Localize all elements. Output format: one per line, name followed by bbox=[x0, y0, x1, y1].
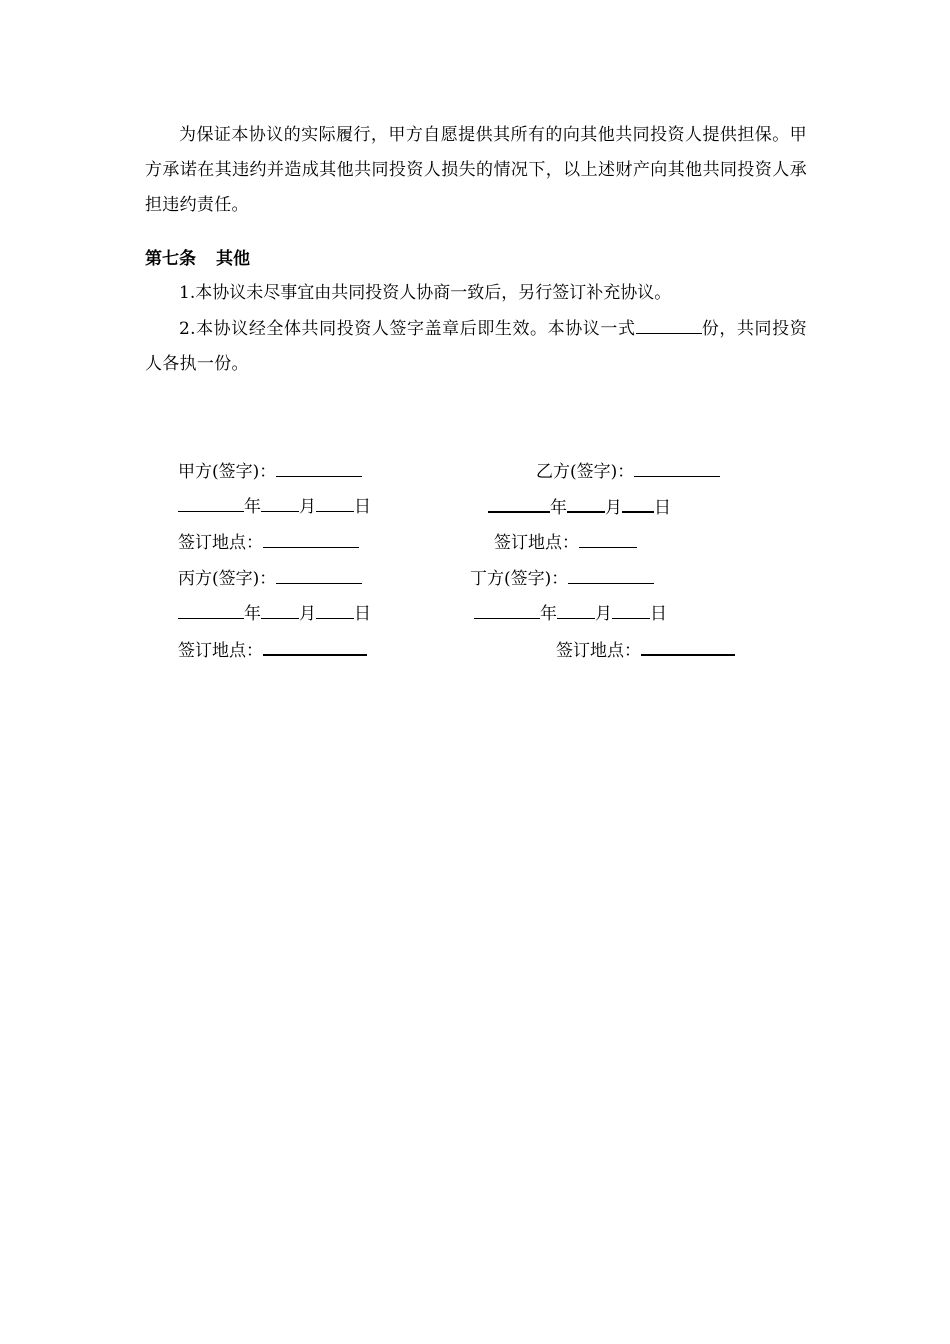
party-b-month-label: 月 bbox=[605, 498, 622, 518]
party-b-signature-blank bbox=[634, 459, 720, 477]
party-d-place-label: 签订地点： bbox=[556, 641, 641, 661]
party-a-signature-line bbox=[178, 459, 362, 484]
party-c-label: 丙方(签字)： bbox=[178, 569, 277, 589]
article-7-title: 其他 bbox=[216, 249, 250, 269]
party-c-month-label: 月 bbox=[299, 604, 316, 624]
party-b-place-line bbox=[494, 530, 637, 555]
party-b-month-blank bbox=[567, 494, 605, 513]
party-a-day-blank bbox=[316, 494, 354, 512]
party-b-day-label: 日 bbox=[654, 498, 671, 518]
party-b-year-label: 年 bbox=[550, 498, 567, 518]
article-7-item-1: 1.本协议未尽事宜由共同投资人协商一致后，另行签订补充协议。 bbox=[179, 283, 672, 303]
party-d-place-line bbox=[556, 637, 735, 663]
party-d-signature-line bbox=[470, 566, 654, 591]
party-a-signature-blank bbox=[276, 459, 362, 477]
party-b-label: 乙方(签字)： bbox=[536, 462, 635, 482]
party-a-label: 甲方(签字)： bbox=[178, 462, 277, 482]
party-a-date-line bbox=[178, 494, 371, 519]
party-d-date-line bbox=[474, 601, 667, 626]
article-7-heading bbox=[145, 244, 250, 274]
party-c-date-line bbox=[178, 601, 371, 626]
party-a-month-blank bbox=[261, 494, 299, 512]
article-7-item-2 bbox=[145, 312, 807, 382]
party-d-signature-blank bbox=[568, 566, 654, 584]
party-c-signature-line bbox=[178, 566, 362, 591]
party-c-place-blank bbox=[263, 637, 367, 656]
party-c-year-blank bbox=[178, 601, 244, 619]
party-b-year-blank bbox=[488, 494, 550, 513]
item-2-text-before: 2.本协议经全体共同投资人签字盖章后即生效。本协议一式 bbox=[179, 319, 636, 339]
party-b-place-label: 签订地点： bbox=[494, 533, 579, 553]
party-d-label: 丁方(签字)： bbox=[470, 569, 569, 589]
party-a-year-blank bbox=[178, 494, 244, 512]
party-d-place-blank bbox=[641, 637, 735, 656]
party-a-place-line bbox=[178, 530, 359, 555]
party-b-date-line bbox=[488, 494, 671, 520]
copies-blank bbox=[636, 316, 702, 334]
party-d-month-blank bbox=[557, 601, 595, 619]
party-a-place-blank bbox=[263, 530, 359, 548]
party-c-signature-blank bbox=[276, 566, 362, 584]
party-d-year-blank bbox=[474, 601, 540, 619]
party-c-month-blank bbox=[261, 601, 299, 619]
party-c-day-label: 日 bbox=[354, 604, 371, 624]
party-d-year-label: 年 bbox=[540, 604, 557, 624]
party-a-place-label: 签订地点： bbox=[178, 533, 263, 553]
party-d-month-label: 月 bbox=[595, 604, 612, 624]
party-b-day-blank bbox=[622, 494, 654, 513]
party-a-day-label: 日 bbox=[354, 497, 371, 517]
party-c-place-label: 签订地点： bbox=[178, 641, 263, 661]
item-2-text-after: 份，共同投资人各执一份。 bbox=[145, 319, 807, 374]
party-d-day-label: 日 bbox=[650, 604, 667, 624]
party-b-signature-line bbox=[536, 459, 720, 484]
party-c-place-line bbox=[178, 637, 367, 663]
article-7-number: 第七条 bbox=[145, 249, 196, 269]
party-c-year-label: 年 bbox=[244, 604, 261, 624]
party-c-day-blank bbox=[316, 601, 354, 619]
party-a-month-label: 月 bbox=[299, 497, 316, 517]
guarantee-paragraph: 为保证本协议的实际履行，甲方自愿提供其所有的向其他共同投资人提供担保。甲方承诺在其违约并造成其他共同投资人损失的情况下，以上述财产向其他共同投资人承担违约责任。 bbox=[145, 125, 807, 215]
party-b-place-blank bbox=[579, 530, 637, 548]
party-a-year-label: 年 bbox=[244, 497, 261, 517]
party-d-day-blank bbox=[612, 601, 650, 619]
